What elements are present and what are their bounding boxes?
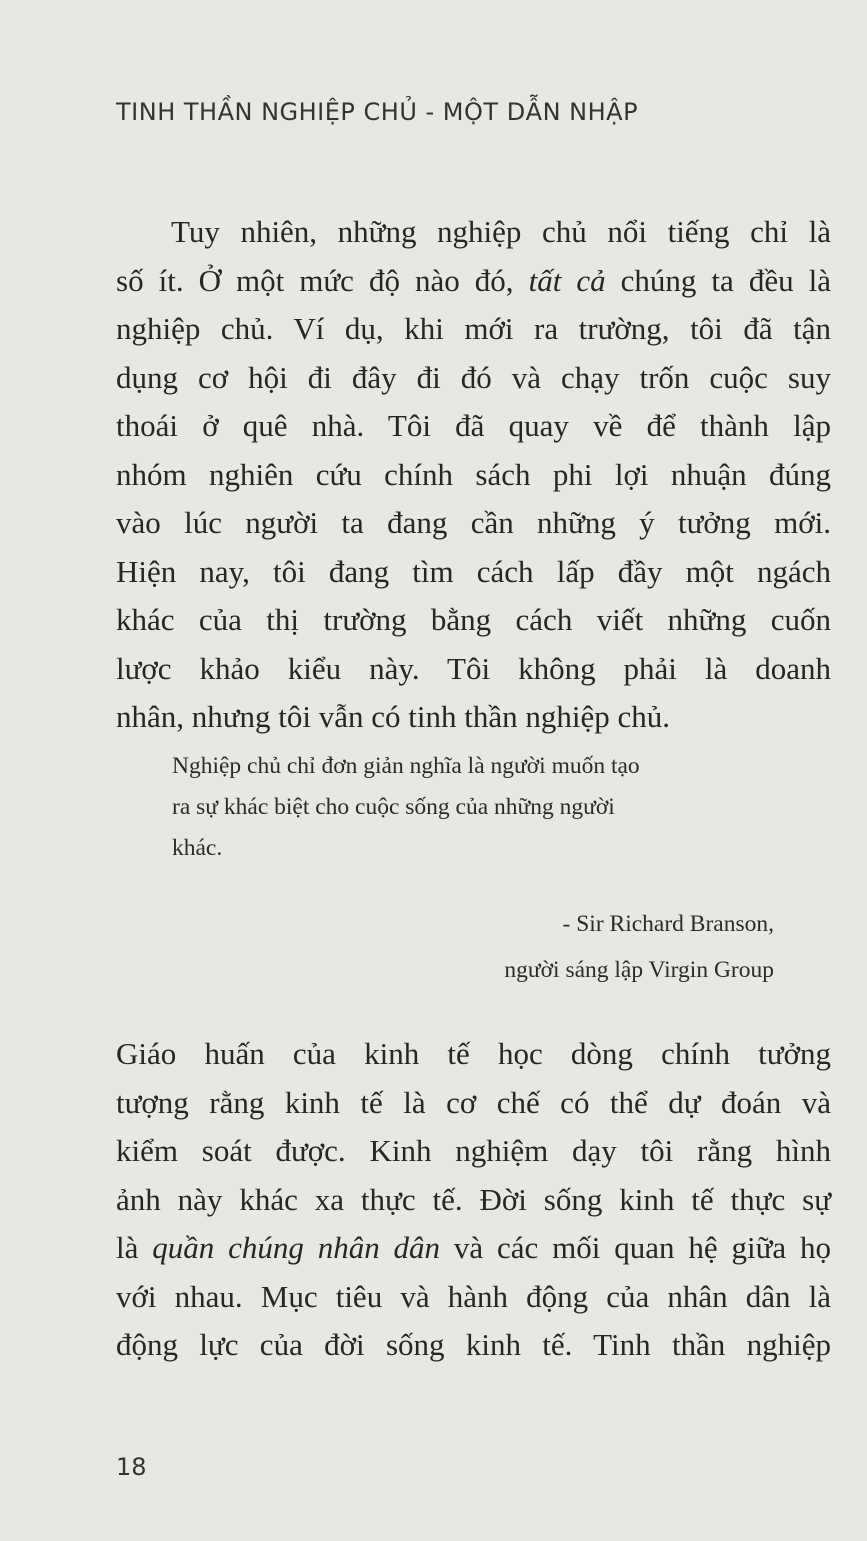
text-line: Hiện nay, tôi đang tìm cách lấp đầy một ngách [116,553,831,589]
emphasis-text: tất cả [528,262,606,298]
text-line: tượng rằng kinh tế là cơ chế có thể dự đoán và [116,1084,831,1120]
running-header: TINH THẦN NGHIỆP CHỦ - MỘT DẪN NHẬP [116,98,639,126]
block-quote [172,746,782,869]
text-line: là quần chúng nhân dân và các mối quan hệ giữa họ [116,1230,831,1265]
paragraph-2 [116,1030,831,1370]
text-line: động lực của đời sống kinh tế. Tinh thần nghiệp [116,1327,831,1362]
text-line: kiểm soát được. Kinh nghiệm dạy tôi rằng hình [116,1133,831,1168]
text-line: vào lúc người ta đang cần những ý tưởng mới. [116,505,831,540]
text-line: số ít. Ở một mức độ nào đó, tất cả chúng ta đều là [116,262,831,298]
text-line: dụng cơ hội đi đây đi đó và chạy trốn cuộc suy [116,359,831,395]
quote-line: ra sự khác biệt cho cuộc sống của những người [172,794,615,820]
text-line: với nhau. Mục tiêu và hành động của nhân dân là [116,1278,831,1314]
text-line: nhóm nghiên cứu chính sách phi lợi nhuận đúng [116,456,831,492]
text-line: Giáo huấn của kinh tế học dòng chính tưởng [116,1036,831,1071]
text-line: lược khảo kiểu này. Tôi không phải là doanh [116,650,831,686]
quote-line: khác. [172,835,223,861]
text-line: thoái ở quê nhà. Tôi đã quay về để thành lập [116,408,831,443]
quote-line: Nghiệp chủ chỉ đơn giản nghĩa là người muốn tạo [172,753,640,779]
quote-attribution-role: người sáng lập Virgin Group [504,957,774,983]
text-line: nhân, nhưng tôi vẫn có tinh thần nghiệp chủ. [116,699,671,734]
emphasis-text: quần chúng nhân dân [152,1230,441,1265]
text-line: khác của thị trường bằng cách viết những cuốn [116,602,831,637]
text-line: Tuy nhiên, những nghiệp chủ nổi tiếng chỉ là [171,214,831,249]
quote-attribution-name: - Sir Richard Branson, [562,911,774,937]
text-line: nghiệp chủ. Ví dụ, khi mới ra trường, tôi đã tận [116,311,831,346]
paragraph-1 [116,208,831,742]
text-line: ảnh này khác xa thực tế. Đời sống kinh tế thực sự [116,1181,831,1217]
page-number: 18 [116,1453,147,1481]
